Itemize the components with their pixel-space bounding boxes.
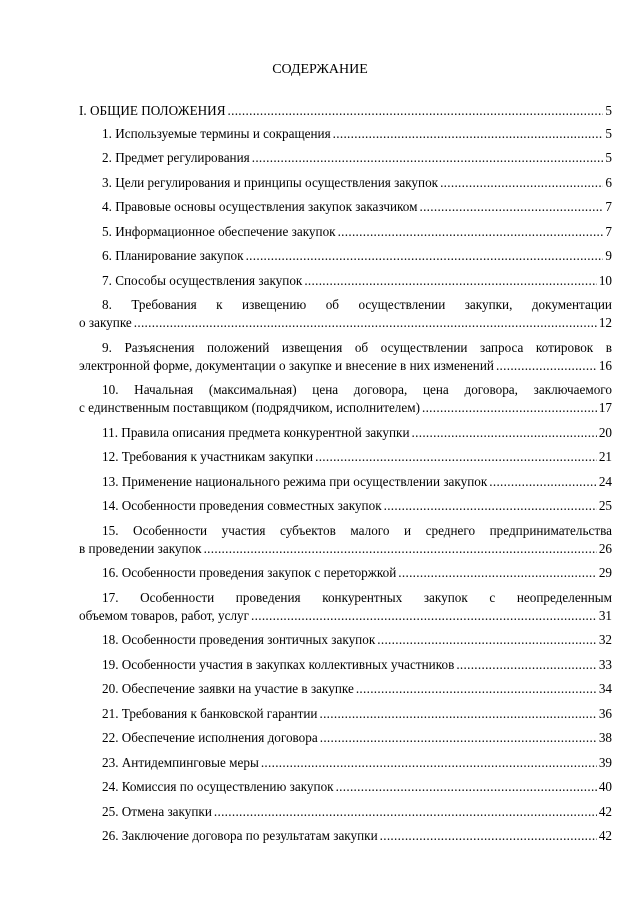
- toc-page-number: 34: [598, 681, 612, 696]
- toc-page-number: 7: [605, 223, 612, 239]
- toc-entry-label: 24. Комиссия по осуществлению закупок: [102, 779, 334, 794]
- toc-entry-label: 11. Правила описания предмета конкурентной закупки: [102, 424, 410, 440]
- toc-entry-label: 6. Планирование закупок: [102, 248, 244, 263]
- dot-leader: [440, 174, 603, 192]
- toc-page-number: 10: [598, 272, 612, 288]
- toc-page-number: 42: [598, 828, 612, 843]
- toc-entry[interactable]: [79, 473, 612, 491]
- toc-page-number: 32: [598, 632, 612, 647]
- toc-entry-label: 21. Требования к банковской гарантии: [102, 705, 318, 721]
- toc-entry[interactable]: [79, 296, 612, 332]
- toc-page-number: 5: [605, 150, 612, 165]
- toc-entry-label: 16. Особенности проведения закупок с переторжкой: [102, 565, 397, 580]
- toc-page-number: 21: [598, 449, 612, 464]
- toc-entry[interactable]: [79, 827, 612, 845]
- dot-leader: [338, 223, 603, 241]
- toc-entry-label: 26. Заключение договора по результатам закупки: [102, 828, 378, 843]
- toc-entry-label: 20. Обеспечение заявки на участие в закупке: [102, 681, 354, 696]
- toc-entry-label: 12. Требования к участникам закупки: [102, 449, 314, 464]
- toc-entry[interactable]: [79, 339, 612, 375]
- toc-entry-label-line-1: 10. Начальная (максимальная) цена договора, цена договора, заключаемого: [102, 382, 612, 397]
- toc-page-number: 6: [605, 174, 612, 190]
- toc-page-number: 24: [598, 473, 612, 489]
- toc-entry[interactable]: [79, 631, 612, 649]
- page-title: СОДЕРЖАНИЕ: [272, 62, 368, 77]
- toc-page-number: 38: [598, 730, 612, 745]
- toc-entry-label-line-1: 9. Разъяснения положений извещения об осуществлении запроса котировок в: [102, 339, 612, 355]
- toc-entry[interactable]: [79, 223, 612, 241]
- dot-leader: [251, 607, 597, 625]
- toc-page-number: 29: [598, 565, 612, 580]
- toc-page-number: 33: [598, 656, 612, 672]
- dot-leader: [456, 656, 597, 674]
- toc-page-number: 42: [598, 803, 612, 819]
- toc-entry[interactable]: [79, 803, 612, 821]
- dot-leader: [489, 473, 597, 491]
- dot-leader: [377, 631, 597, 649]
- dot-leader: [384, 497, 597, 515]
- toc-entry[interactable]: [79, 424, 612, 442]
- toc-entry-label: 1. Используемые термины и сокращения: [102, 125, 331, 141]
- toc-entry[interactable]: [79, 198, 612, 216]
- toc-entry[interactable]: [79, 149, 612, 167]
- toc-entry[interactable]: [79, 705, 612, 723]
- toc-page-number: 26: [598, 540, 612, 556]
- dot-leader: [134, 314, 597, 332]
- toc-entry-label: 18. Особенности проведения зонтичных закупок: [102, 632, 376, 647]
- toc-page-number: 31: [598, 607, 612, 623]
- toc-entry[interactable]: [79, 589, 612, 625]
- toc-entry-label: 22. Обеспечение исполнения договора: [102, 730, 318, 745]
- dot-leader: [204, 540, 597, 558]
- toc-page-number: 9: [605, 248, 612, 263]
- toc-entry-label: 19. Особенности участия в закупках коллективных участников: [102, 656, 455, 672]
- toc-entry-label: 3. Цели регулирования и принципы осуществления закупок: [102, 174, 439, 190]
- toc-page-number: 36: [598, 705, 612, 721]
- dot-leader: [252, 149, 603, 167]
- toc-entry-label: 2. Предмет регулирования: [102, 150, 250, 165]
- toc-entry-section-1[interactable]: [79, 102, 612, 120]
- dot-leader: [398, 564, 597, 582]
- toc-page-number: 16: [598, 357, 612, 373]
- toc-entry-label-line-2: объемом товаров, работ, услуг: [79, 607, 250, 623]
- toc-entry[interactable]: [79, 174, 612, 192]
- toc-entry-label: 25. Отмена закупки: [102, 803, 212, 819]
- toc-entry[interactable]: [79, 522, 612, 558]
- toc-entry[interactable]: [79, 272, 612, 290]
- toc-entry-label: 7. Способы осуществления закупок: [102, 272, 303, 288]
- toc-page-number: 5: [605, 103, 612, 118]
- dot-leader: [320, 729, 597, 747]
- toc-page-number: 25: [598, 498, 612, 513]
- toc-entry[interactable]: [79, 778, 612, 796]
- toc-entry[interactable]: [79, 497, 612, 515]
- toc-entry-label-line-1: 8. Требования к извещению об осуществлении закупки, документации: [102, 297, 612, 312]
- toc-page-number: 20: [598, 424, 612, 440]
- toc-entry-label: 14. Особенности проведения совместных закупок: [102, 498, 382, 513]
- toc-entry-label-line-1: 15. Особенности участия субъектов малого и среднего предпринимательства: [102, 522, 612, 538]
- dot-leader: [422, 399, 597, 417]
- toc-entry[interactable]: [79, 680, 612, 698]
- toc-page-number: 12: [598, 315, 612, 330]
- toc-entry[interactable]: [79, 754, 612, 772]
- dot-leader: [214, 803, 597, 821]
- dot-leader: [419, 198, 603, 216]
- toc-entry-label-line-2: с единственным поставщиком (подрядчиком, исполнителем): [79, 400, 420, 415]
- dot-leader: [261, 754, 597, 772]
- toc-entry-label-line-2: о закупке: [79, 315, 132, 330]
- toc-entry[interactable]: [79, 448, 612, 466]
- toc-entry[interactable]: [79, 381, 612, 417]
- toc-entry-label: I. ОБЩИЕ ПОЛОЖЕНИЯ: [79, 103, 226, 118]
- toc-page-number: 17: [598, 400, 612, 415]
- toc-entry-label-line-2: в проведении закупок: [79, 540, 202, 556]
- toc-entry-label: 5. Информационное обеспечение закупок: [102, 223, 336, 239]
- toc-entry-label: 23. Антидемпинговые меры: [102, 754, 259, 770]
- toc-entry-label-line-2: электронной форме, документации о закупке и внесение в них изменений: [79, 357, 494, 373]
- dot-leader: [246, 247, 603, 265]
- toc-entry-label-line-1: 17. Особенности проведения конкурентных закупок с неопределенным: [102, 589, 612, 605]
- toc-entry[interactable]: [79, 247, 612, 265]
- toc-entry[interactable]: [79, 729, 612, 747]
- dot-leader: [228, 102, 603, 120]
- toc-entry[interactable]: [79, 125, 612, 143]
- toc-page-number: 5: [605, 125, 612, 141]
- dot-leader: [356, 680, 597, 698]
- dot-leader: [336, 778, 597, 796]
- dot-leader: [304, 272, 596, 290]
- toc-page-number: 39: [598, 754, 612, 770]
- table-of-contents: [79, 102, 612, 852]
- toc-page-number: 40: [598, 779, 612, 794]
- dot-leader: [319, 705, 596, 723]
- dot-leader: [496, 357, 597, 375]
- toc-entry-label: 4. Правовые основы осуществления закупок заказчиком: [102, 199, 418, 214]
- toc-entry-label: 13. Применение национального режима при осуществлении закупок: [102, 473, 488, 489]
- dot-leader: [333, 125, 603, 143]
- toc-entry[interactable]: [79, 656, 612, 674]
- toc-entry[interactable]: [79, 564, 612, 582]
- toc-page-number: 7: [605, 199, 612, 214]
- dot-leader: [315, 448, 597, 466]
- dot-leader: [412, 424, 597, 442]
- dot-leader: [380, 827, 597, 845]
